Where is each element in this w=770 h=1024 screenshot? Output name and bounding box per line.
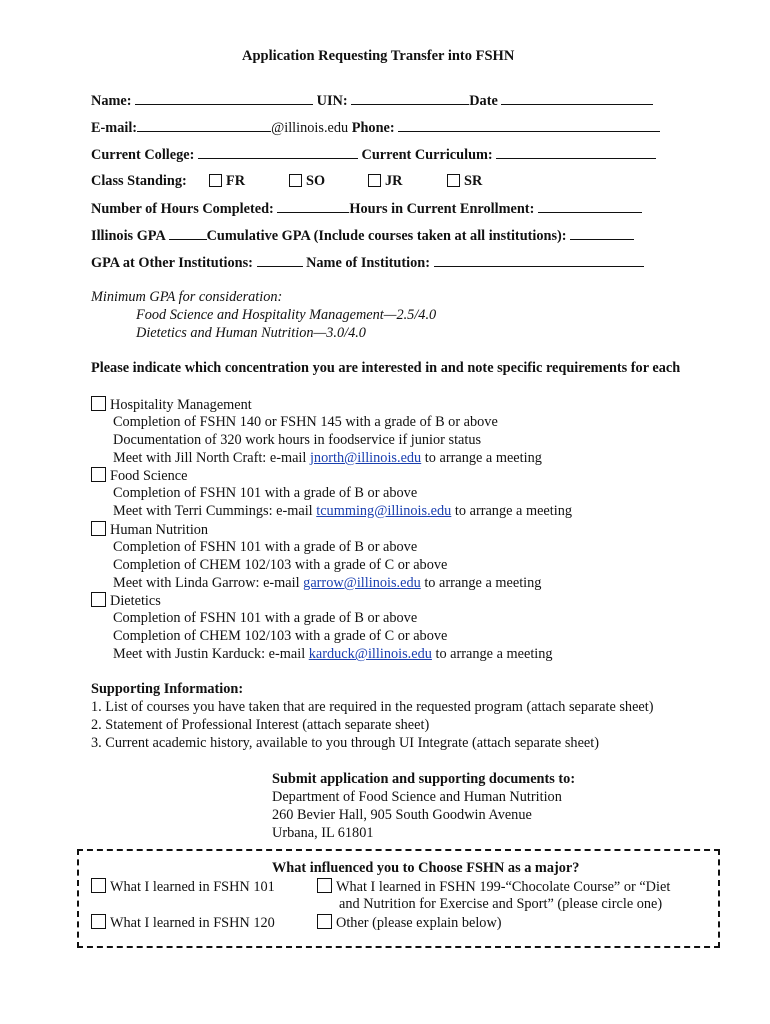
meeting-line: [113, 503, 572, 520]
influence-option-fshn101[interactable]: [91, 878, 275, 896]
curriculum-field[interactable]: [496, 146, 656, 159]
checkbox[interactable]: [368, 174, 381, 187]
cumulative-gpa-field[interactable]: [570, 227, 634, 240]
class-option-jr[interactable]: [368, 173, 402, 190]
checkbox[interactable]: [317, 878, 332, 893]
min-gpa-line1: Food Science and Hospitality Management—2.5/4.0: [136, 307, 437, 323]
concentration-label: Food Science: [110, 468, 188, 484]
date-field[interactable]: [501, 92, 653, 105]
class-option-sr[interactable]: [447, 173, 482, 190]
date-label: Date: [469, 93, 498, 109]
submit-address: Department of Food Science and Human Nutrition: [272, 789, 562, 805]
requirement: Completion of CHEM 102/103 with a grade of C or above: [113, 628, 448, 644]
supporting-item: 1. List of courses you have taken that are required in the requested program (attach separate sheet): [91, 699, 654, 715]
email-link[interactable]: tcumming@illinois.edu: [316, 503, 452, 519]
email-row: [91, 119, 660, 137]
concentration-dietetics[interactable]: [91, 592, 161, 610]
option-label: SR: [464, 173, 483, 189]
requirement: Completion of FSHN 101 with a grade of B or above: [113, 485, 418, 501]
other-gpa-field[interactable]: [257, 254, 303, 267]
submit-address: 260 Bevier Hall, 905 South Goodwin Avenue: [272, 807, 532, 823]
influence-option-fshn199-cont: and Nutrition for Exercise and Sport” (please circle one): [339, 896, 663, 912]
hours-current-label: Hours in Current Enrollment:: [349, 201, 535, 217]
requirement: Documentation of 320 work hours in foodservice if junior status: [113, 432, 482, 448]
concentration-food-science[interactable]: [91, 467, 187, 485]
meeting-text: Meet with Linda Garrow: e-mail: [113, 575, 304, 591]
option-label: What I learned in FSHN 199-“Chocolate Course” or “Diet: [336, 879, 671, 895]
requirement: Completion of FSHN 140 or FSHN 145 with a grade of B or above: [113, 414, 498, 430]
meeting-text: to arrange a meeting: [420, 575, 542, 591]
name-label: Name:: [91, 93, 132, 109]
curriculum-label: Current Curriculum:: [361, 147, 493, 163]
requirement: Completion of CHEM 102/103 with a grade of C or above: [113, 557, 448, 573]
concentration-human-nutrition[interactable]: [91, 521, 208, 539]
hours-row: [91, 200, 642, 218]
checkbox[interactable]: [91, 396, 106, 411]
meeting-line: [113, 646, 553, 663]
meeting-text: Meet with Jill North Craft: e-mail: [113, 450, 310, 466]
meeting-text: to arrange a meeting: [451, 503, 572, 519]
checkbox[interactable]: [289, 174, 302, 187]
hours-current-field[interactable]: [538, 200, 642, 213]
institution-label: Name of Institution:: [306, 255, 430, 271]
concentration-hospitality[interactable]: [91, 396, 252, 414]
option-label: Other (please explain below): [336, 915, 502, 931]
concentration-heading: Please indicate which concentration you are interested in and note specific requirements for each: [91, 360, 681, 376]
email-field[interactable]: [137, 119, 271, 132]
checkbox[interactable]: [209, 174, 222, 187]
influence-heading: What influenced you to Choose FSHN as a major?: [272, 860, 580, 876]
checkbox[interactable]: [91, 467, 106, 482]
college-label: Current College:: [91, 147, 195, 163]
class-standing-label: Class Standing:: [91, 173, 187, 189]
hours-completed-label: Number of Hours Completed:: [91, 201, 274, 217]
email-link[interactable]: jnorth@illinois.edu: [309, 450, 422, 466]
option-label: What I learned in FSHN 101: [110, 879, 275, 895]
checkbox[interactable]: [91, 914, 106, 929]
meeting-line: [113, 450, 542, 467]
option-label: SO: [306, 173, 326, 189]
page-title: Application Requesting Transfer into FSHN: [242, 48, 515, 64]
meeting-text: to arrange a meeting: [421, 450, 542, 466]
meeting-text: Meet with Terri Cummings: e-mail: [113, 503, 317, 519]
supporting-item: 3. Current academic history, available to you through UI Integrate (attach separate sheet): [91, 735, 599, 751]
phone-label: Phone:: [351, 120, 395, 136]
requirement: Completion of FSHN 101 with a grade of B or above: [113, 539, 418, 555]
concentration-label: Hospitality Management: [110, 397, 252, 413]
min-gpa-heading: Minimum GPA for consideration:: [91, 289, 283, 305]
influence-option-fshn199[interactable]: [317, 878, 670, 896]
class-option-so[interactable]: [289, 173, 325, 190]
supporting-heading: Supporting Information:: [91, 681, 244, 697]
min-gpa-line2: Dietetics and Human Nutrition—3.0/4.0: [136, 325, 366, 341]
uin-label: UIN:: [316, 93, 348, 109]
class-option-fr[interactable]: [209, 173, 245, 190]
hours-completed-field[interactable]: [277, 200, 349, 213]
phone-field[interactable]: [398, 119, 660, 132]
college-row: [91, 146, 656, 164]
checkbox[interactable]: [91, 592, 106, 607]
checkbox[interactable]: [91, 878, 106, 893]
meeting-text: Meet with Justin Karduck: e-mail: [113, 646, 309, 662]
other-gpa-row: [91, 254, 644, 272]
email-domain: @illinois.edu: [271, 120, 349, 136]
concentration-label: Human Nutrition: [110, 522, 209, 538]
checkbox[interactable]: [91, 521, 106, 536]
meeting-line: [113, 575, 541, 592]
requirement: Completion of FSHN 101 with a grade of B or above: [113, 610, 418, 626]
email-label: E-mail:: [91, 120, 138, 136]
submit-heading: Submit application and supporting documents to:: [272, 771, 576, 787]
illinois-gpa-label: Illinois GPA: [91, 228, 166, 244]
cumulative-gpa-label: Cumulative GPA (Include courses taken at all institutions):: [206, 228, 567, 244]
meeting-text: to arrange a meeting: [431, 646, 553, 662]
supporting-item: 2. Statement of Professional Interest (attach separate sheet): [91, 717, 430, 733]
submit-address: Urbana, IL 61801: [272, 825, 374, 841]
college-field[interactable]: [198, 146, 358, 159]
influence-option-fshn120[interactable]: [91, 914, 275, 932]
concentration-label: Dietetics: [110, 593, 161, 609]
option-label: FR: [226, 173, 246, 189]
email-link[interactable]: karduck@illinois.edu: [308, 646, 432, 662]
name-row: [91, 92, 653, 110]
uin-field[interactable]: [351, 92, 469, 105]
institution-field[interactable]: [434, 254, 644, 267]
illinois-gpa-field[interactable]: [169, 227, 207, 240]
other-gpa-label: GPA at Other Institutions:: [91, 255, 253, 271]
option-label: What I learned in FSHN 120: [110, 915, 275, 931]
influence-option-other[interactable]: [317, 914, 502, 932]
email-link[interactable]: garrow@illinois.edu: [303, 575, 421, 591]
checkbox[interactable]: [447, 174, 460, 187]
option-label: JR: [385, 173, 403, 189]
gpa-row: [91, 227, 634, 245]
checkbox[interactable]: [317, 914, 332, 929]
name-field[interactable]: [135, 92, 313, 105]
